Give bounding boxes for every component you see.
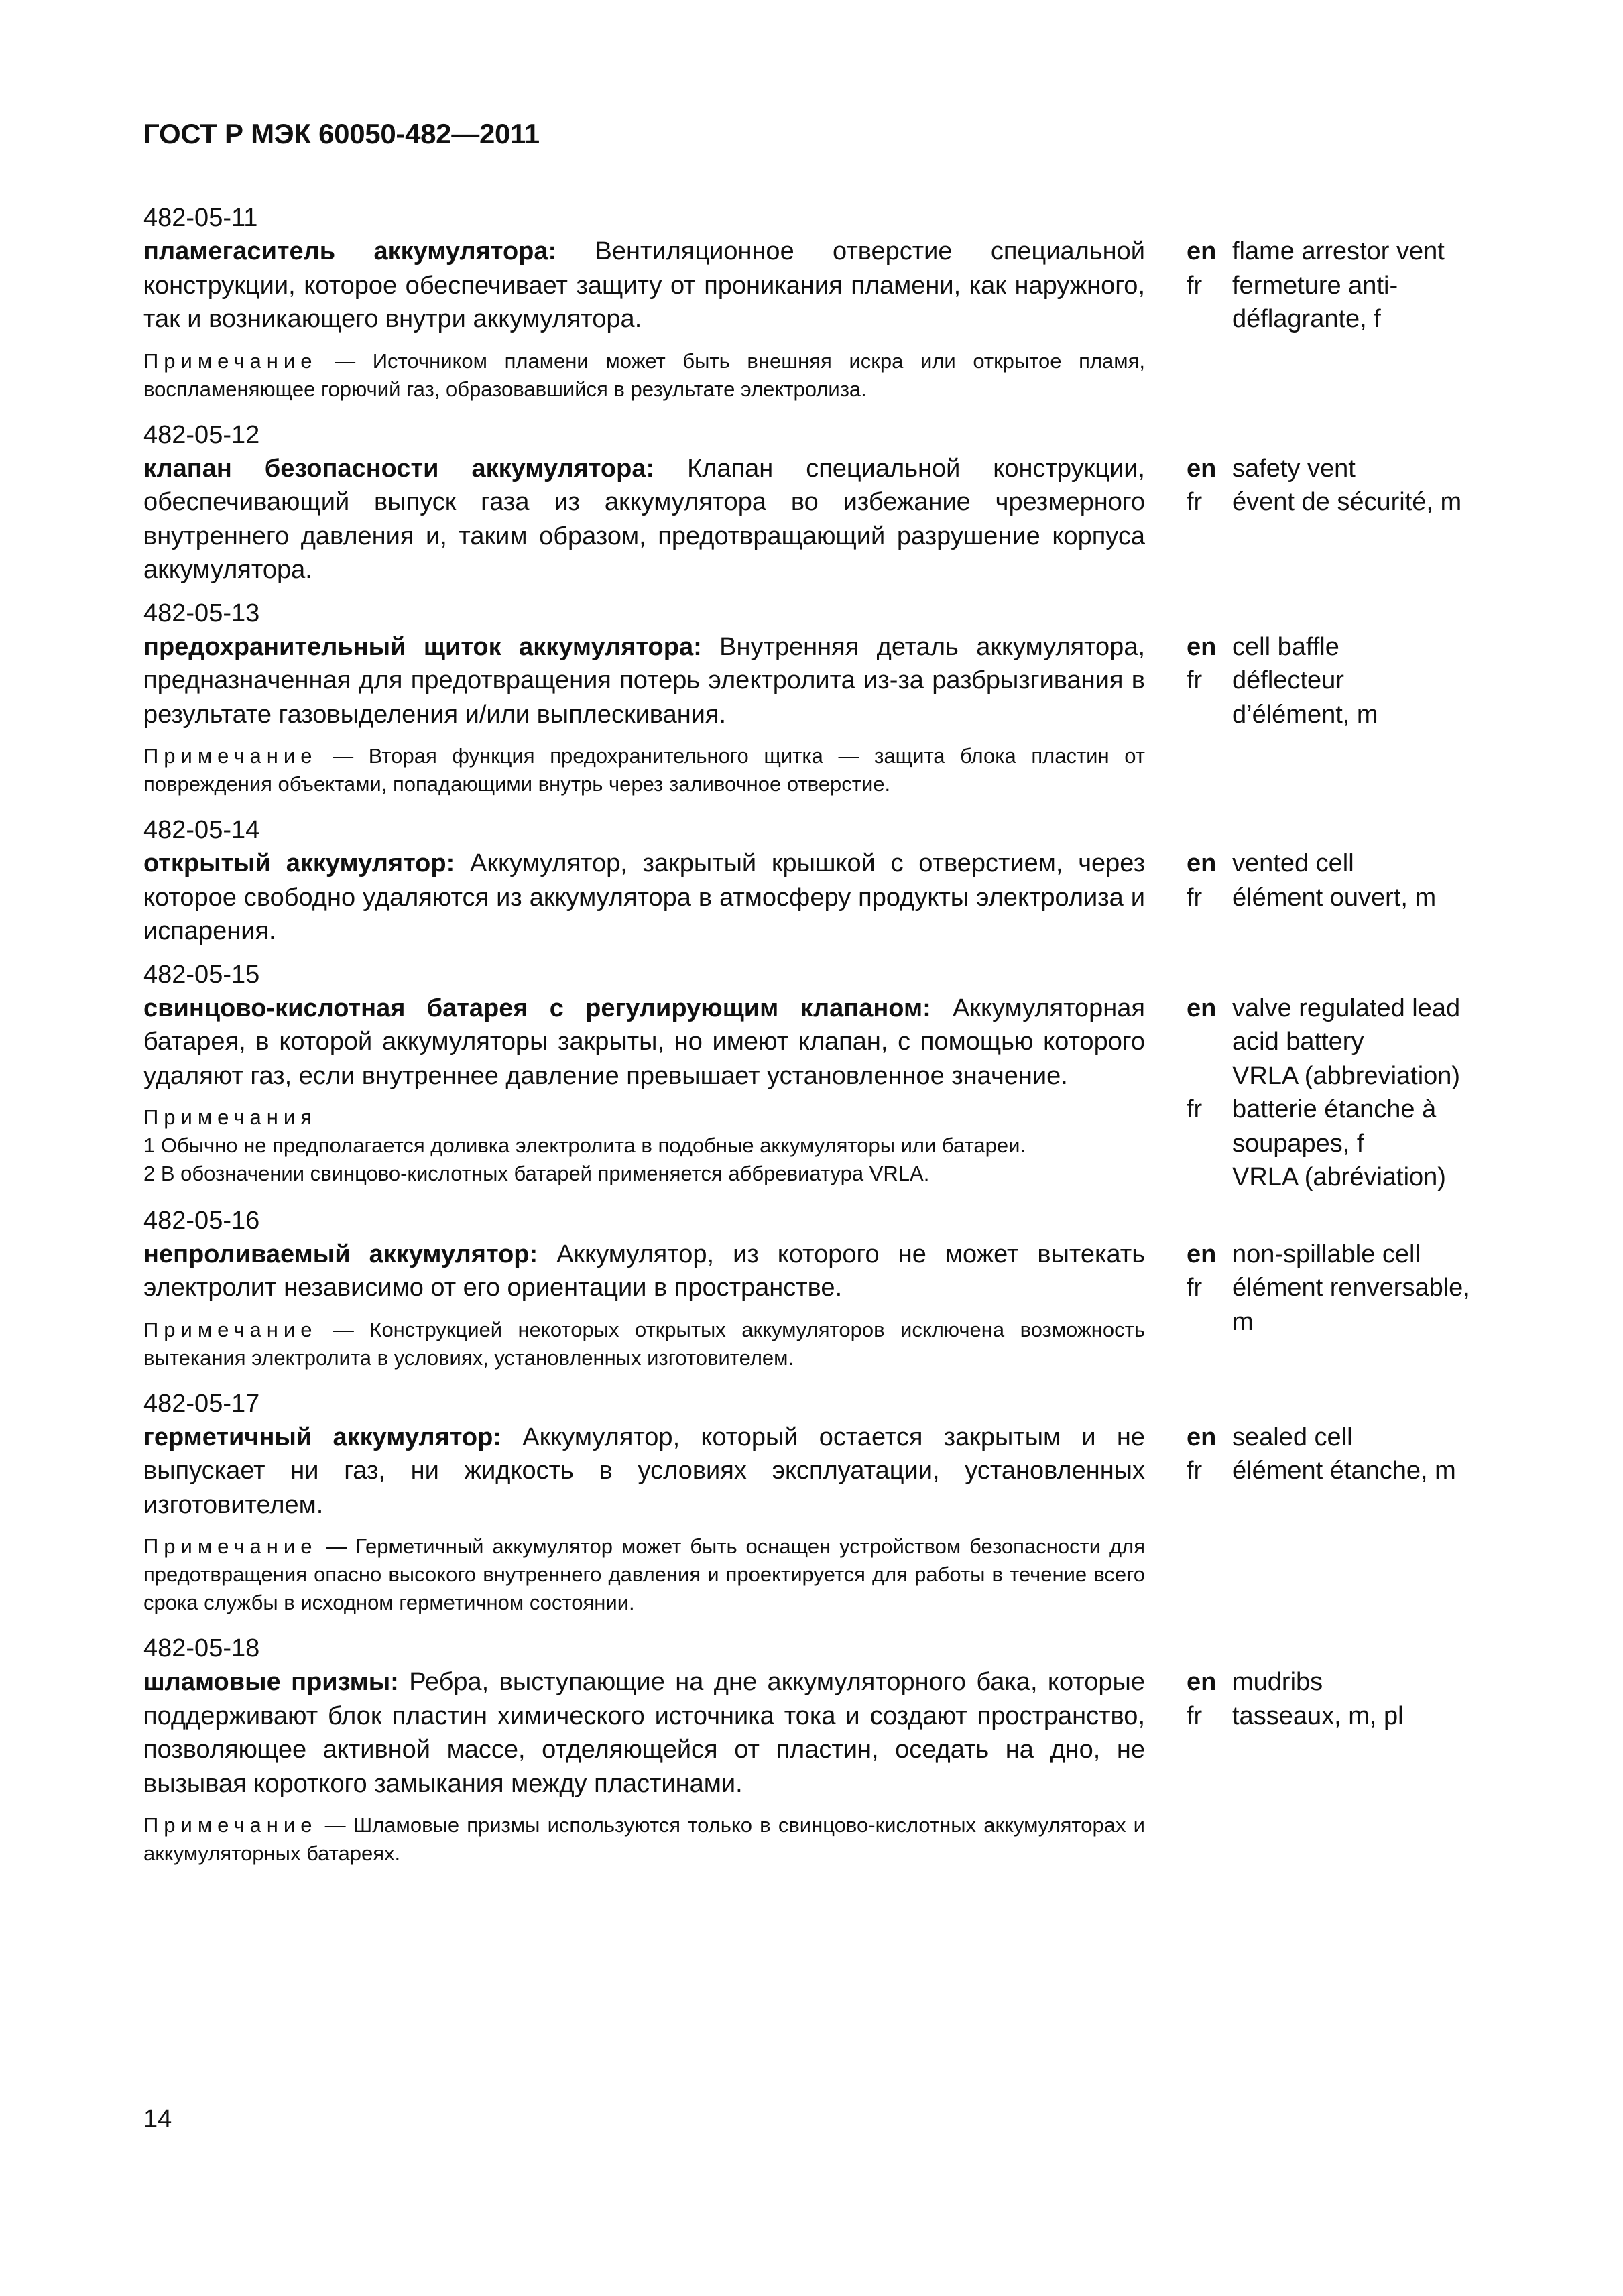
term-equivalents [1187,1421,1482,1623]
term-body [143,1421,1145,1623]
lang-code-en: en [1187,454,1217,483]
lang-code-fr: fr [1187,271,1203,300]
term-entry [143,418,1491,587]
term-name: открытый аккумулятор: [143,849,455,878]
equivalent-terms [1232,991,1482,1093]
term-definition [143,235,1145,337]
equivalent-fr [1187,1093,1482,1195]
lang-code-fr: fr [1187,488,1203,516]
term-row [143,847,1491,949]
term-definition [143,630,1145,732]
term-code: 482-05-13 [143,599,260,627]
terms-list [143,201,1491,1882]
term-note [143,1316,1145,1372]
term-definition [143,452,1145,587]
equivalent-term: flame arrestor vent [1232,237,1445,265]
equivalent-terms [1232,1421,1482,1455]
term-equivalents [1187,630,1482,804]
note-text: — Шламовые призмы используются только в свинцово-кислотных аккумуляторах и аккумуляторных батареях. [143,1813,1145,1865]
term-body [143,452,1145,587]
lang-code-fr: fr [1187,1095,1203,1124]
equivalent-en [1187,1237,1482,1272]
equivalent-en [1187,991,1482,1093]
term-row [143,235,1491,409]
lang-code-en: en [1187,993,1217,1022]
equivalent-fr [1187,485,1482,520]
note-label: Примечание [143,349,318,373]
term-entry [143,958,1491,1195]
term-definition [143,1421,1145,1522]
equivalent-en [1187,847,1482,881]
equivalent-fr [1187,1699,1482,1734]
note-label: Примечание [143,1317,318,1341]
lang-code-fr: fr [1187,1701,1203,1730]
term-entry [143,1387,1491,1623]
term-code: 482-05-17 [143,1389,260,1418]
equivalent-terms [1232,1699,1482,1734]
equivalent-term: déflagrante, f [1232,305,1381,333]
term-code: 482-05-18 [143,1634,260,1663]
lang-code-en: en [1187,632,1217,661]
equivalent-terms [1232,1271,1482,1339]
lang-code-fr: fr [1187,1457,1203,1485]
term-definition [143,991,1145,1093]
equivalent-term: batterie étanche à [1232,1095,1437,1124]
term-code: 482-05-16 [143,1206,260,1235]
equivalent-terms [1232,1237,1482,1272]
term-equivalents [1187,1665,1482,1873]
term-note [143,742,1145,798]
equivalent-terms [1232,235,1482,269]
term-name: непроливаемый аккумулятор: [143,1240,538,1268]
lang-code-fr: fr [1187,1274,1203,1302]
term-entry [143,1632,1491,1873]
equivalent-term: VRLA (abréviation) [1232,1163,1446,1191]
note-text: — Источником пламени может быть внешняя искра или открытое пламя, воспламеняющее горючий газ, образовавшийся в результате электролиза. [143,349,1145,401]
equivalent-fr [1187,1454,1482,1488]
equivalent-term: mudribs [1232,1668,1323,1696]
equivalent-term: élément étanche, m [1232,1457,1456,1485]
lang-code-en: en [1187,1668,1217,1696]
equivalent-term: safety vent [1232,454,1356,483]
term-equivalents [1187,991,1482,1195]
term-notes [143,1103,1145,1188]
term-equivalents [1187,847,1482,949]
equivalent-fr [1187,269,1482,337]
equivalent-en [1187,235,1482,269]
note-label: Примечание [143,744,318,768]
term-body [143,630,1145,804]
term-name: предохранительный щиток аккумулятора: [143,632,702,661]
equivalent-fr [1187,664,1482,731]
equivalent-terms [1232,881,1482,915]
definition-text: Аккумулятор, который остается закрытым и не выпускает ни газ, ни жидкость в условиях эксплуатации, установленных изготовителем. [143,1423,1145,1519]
equivalent-term: non-spillable cell [1232,1240,1421,1268]
lang-code-fr: fr [1187,666,1203,694]
equivalent-term: déflecteur [1232,666,1344,694]
equivalent-terms [1232,630,1482,664]
term-body [143,235,1145,409]
term-note [143,1811,1145,1868]
term-entry [143,201,1491,409]
equivalent-terms [1232,452,1482,486]
term-name: герметичный аккумулятор: [143,1423,502,1451]
equivalent-term: élément ouvert, m [1232,883,1437,912]
term-entry [143,597,1491,804]
definition-text: Внутренняя деталь аккумулятора, предназначенная для предотвращения потерь электролита из-за разбрызгивания в результате газовыделения и/или выплескивания. [143,632,1146,729]
equivalent-terms [1232,847,1482,881]
equivalent-term: fermeture anti- [1232,271,1398,300]
definition-text: Аккумулятор, из которого не может вытекать электролит независимо от его ориентации в пространстве. [143,1240,1146,1302]
equivalent-term: valve regulated lead [1232,993,1461,1022]
term-definition [143,1237,1145,1305]
equivalent-term: d’élément, m [1232,700,1378,729]
page-number: 14 [143,2105,172,2133]
term-entry [143,1204,1491,1378]
term-body [143,1237,1145,1378]
equivalent-terms [1232,664,1482,731]
equivalent-en [1187,1421,1482,1455]
equivalent-term: vented cell [1232,849,1354,878]
lang-code-en: en [1187,849,1217,878]
equivalent-term: évent de sécurité, m [1232,488,1462,516]
equivalent-terms [1232,1665,1482,1699]
term-definition [143,847,1145,949]
term-body [143,991,1145,1195]
lang-code-en: en [1187,1240,1217,1268]
term-entry [143,813,1491,949]
note-label: Примечание [143,1813,318,1837]
document-header: ГОСТ Р МЭК 60050-482—2011 [143,118,540,149]
notes-label: Примечания [143,1105,317,1129]
term-body [143,1665,1145,1873]
definition-text: Аккумулятор, закрытый крышкой с отверстием, через которое свободно удаляются из аккумулятора в атмосферу продукты электролиза и испарения. [143,849,1146,945]
lang-code-fr: fr [1187,883,1203,912]
equivalent-term: tasseaux, m, pl [1232,1701,1404,1730]
equivalent-terms [1232,269,1482,337]
term-definition [143,1665,1145,1801]
lang-code-en: en [1187,237,1217,265]
equivalent-term: cell baffle [1232,632,1339,661]
equivalent-terms [1232,1454,1482,1488]
lang-code-en: en [1187,1423,1217,1451]
term-equivalents [1187,235,1482,409]
equivalent-terms [1232,485,1482,520]
term-name: клапан безопасности аккумулятора: [143,454,655,483]
term-code: 482-05-14 [143,816,260,844]
equivalent-term: m [1232,1307,1254,1336]
equivalent-en [1187,1665,1482,1699]
note-text: — Конструкцией некоторых открытых аккумуляторов исключена возможность вытекания электролита в условиях, установленных изготовителем. [143,1317,1145,1370]
term-name: пламегаситель аккумулятора: [143,237,557,265]
equivalent-term: acid battery [1232,1028,1364,1056]
term-name: шламовые призмы: [143,1668,399,1696]
term-note [143,347,1145,404]
definition-text: Вентиляционное отверстие специальной конструкции, которое обеспечивает защиту от проникания пламени, как наружного, так и возникающего внутри аккумулятора. [143,237,1145,333]
term-code: 482-05-11 [143,204,258,232]
term-name: свинцово-кислотная батарея с регулирующим клапаном: [143,993,931,1022]
equivalent-en [1187,452,1482,486]
equivalent-fr [1187,881,1482,915]
term-row [143,452,1491,587]
equivalent-term: VRLA (abbreviation) [1232,1061,1461,1090]
note-label: Примечание [143,1534,318,1558]
definition-text: Клапан специальной конструкции, обеспечивающий выпуск газа из аккумулятора во избежание чрезмерного внутреннего давления и, таким образом, предотвращающий разрушение корпуса аккумулятора. [143,454,1145,584]
term-row [143,1665,1491,1873]
term-code: 482-05-15 [143,960,260,989]
equivalent-en [1187,630,1482,664]
term-row [143,991,1491,1195]
term-row [143,1237,1491,1378]
equivalent-term: élément renversable, [1232,1274,1470,1302]
term-equivalents [1187,1237,1482,1378]
term-row [143,1421,1491,1623]
note-item: 1 Обычно не предполагается доливка электролита в подобные аккумуляторы или батареи. [143,1134,1026,1157]
note-item: 2 В обозначении свинцово-кислотных батарей применяется аббревиатура VRLA. [143,1162,930,1185]
equivalent-term: soupapes, f [1232,1129,1364,1158]
equivalent-terms [1232,1093,1482,1195]
term-code: 482-05-12 [143,420,260,449]
definition-text: Аккумуляторная батарея, в которой аккумуляторы закрыты, но имеют клапан, с помощью которого удаляют газ, если внутреннее давление превышает установленное значение. [143,993,1146,1090]
equivalent-fr [1187,1271,1482,1339]
definition-text: Ребра, выступающие на дне аккумуляторного бака, которые поддерживают блок пластин химического источника тока и создают пространство, позволяющее активной массе, отделяющейся от пластин, оседать на дно, не вызывая короткого замыкания между пластинами. [143,1668,1145,1798]
note-text: — Герметичный аккумулятор может быть оснащен устройством безопасности для предотвращения опасно высокого внутреннего давления и проектируется для работы в течение всего срока службы в исходном герметичном состоянии. [143,1534,1145,1614]
term-equivalents [1187,452,1482,587]
term-row [143,630,1491,804]
term-body [143,847,1145,949]
note-text: — Вторая функция предохранительного щитка — защита блока пластин от повреждения объектами, попадающими внутрь через заливочное отверстие. [143,744,1145,796]
term-note [143,1532,1145,1617]
equivalent-term: sealed cell [1232,1423,1353,1451]
